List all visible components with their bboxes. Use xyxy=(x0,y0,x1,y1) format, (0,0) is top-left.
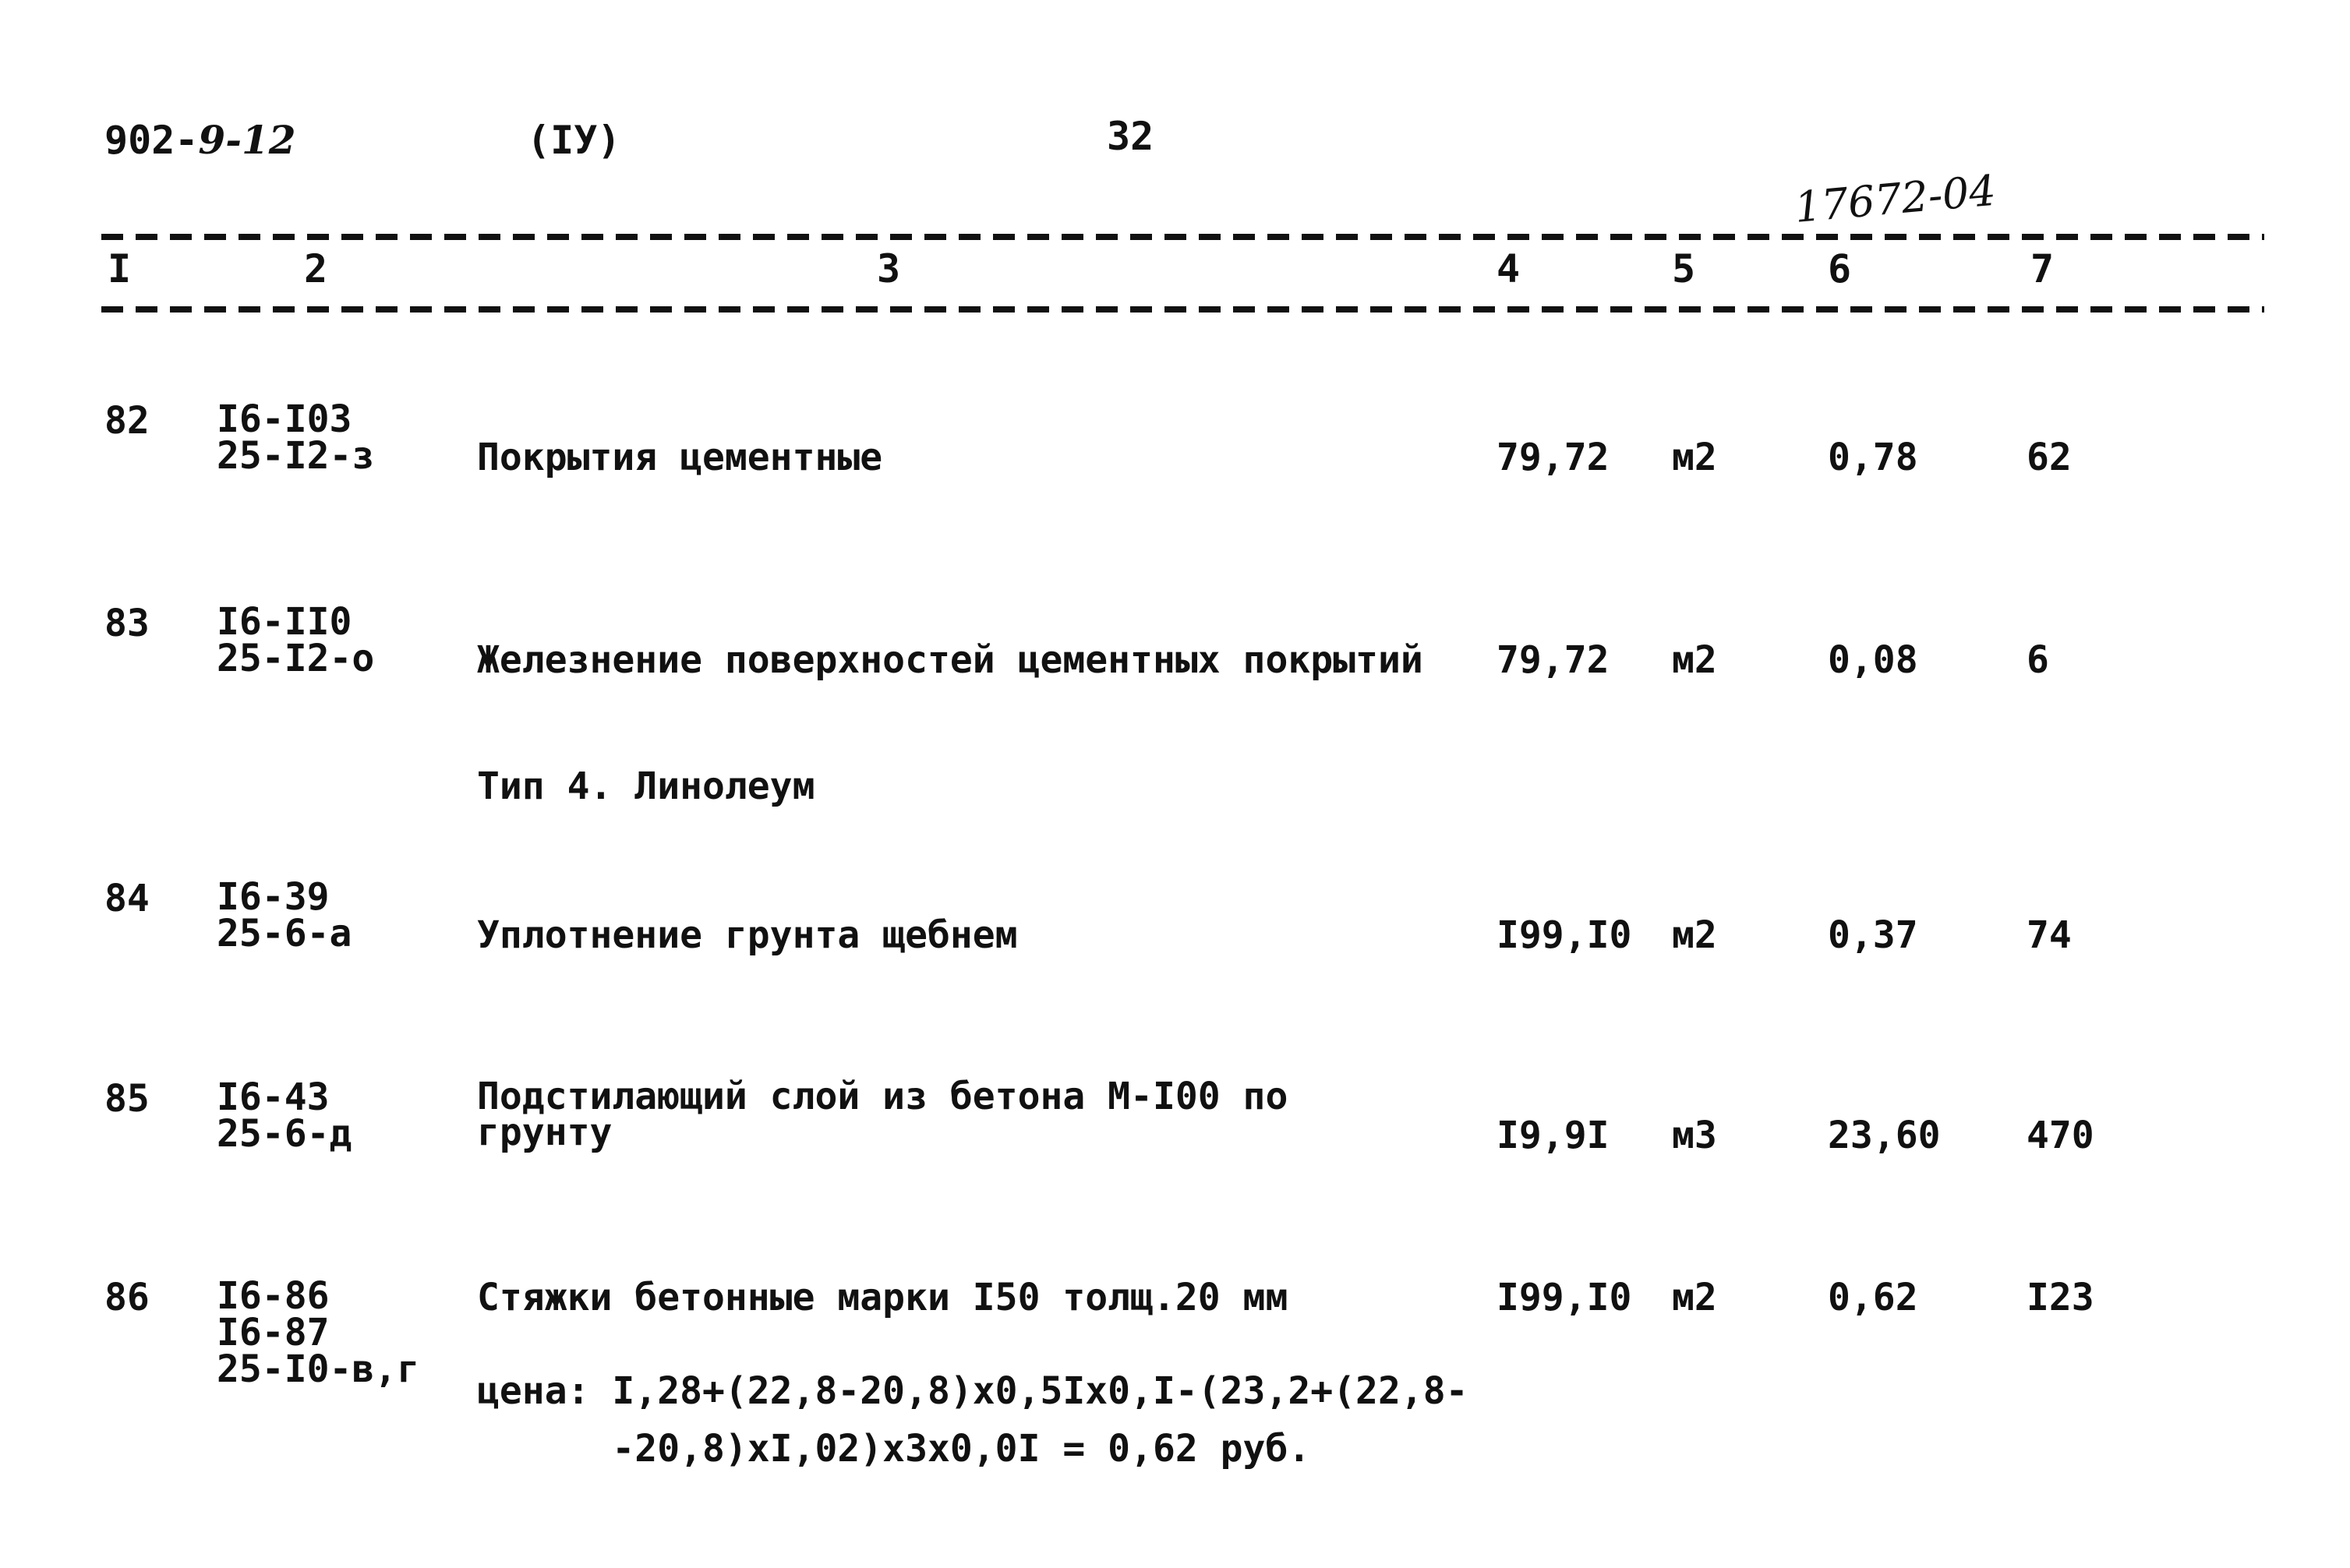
row-unit: м2 xyxy=(1672,913,1717,957)
row-total: 62 xyxy=(2027,436,2072,479)
row-price: 0,37 xyxy=(1828,913,1918,957)
row-total: 6 xyxy=(2027,638,2049,682)
row-unit: м2 xyxy=(1672,638,1717,682)
document-code-prefix: 902- xyxy=(104,118,199,163)
row-quantity: I9,9I xyxy=(1497,1114,1610,1157)
row-number: 86 xyxy=(104,1276,150,1319)
row-unit: м3 xyxy=(1672,1114,1717,1157)
row-code: I6-43 25-6-д xyxy=(217,1075,352,1157)
row-code: I6-39 25-6-а xyxy=(217,875,352,956)
column-header-2: 2 xyxy=(304,246,328,291)
header-rule-bottom xyxy=(101,306,2264,313)
page-number: 32 xyxy=(1107,114,1154,159)
row-price: 23,60 xyxy=(1828,1114,1941,1157)
row-price: 0,62 xyxy=(1828,1276,1918,1319)
column-header-3: 3 xyxy=(877,246,901,291)
row-quantity: I99,I0 xyxy=(1497,1276,1632,1319)
row-number: 84 xyxy=(104,877,150,920)
column-header-5: 5 xyxy=(1672,246,1696,291)
row-unit: м2 xyxy=(1672,1276,1717,1319)
row-description: Покрытия цементные xyxy=(477,436,883,479)
row-total: 470 xyxy=(2027,1114,2094,1157)
column-header-4: 4 xyxy=(1497,246,1521,291)
row-code: I6-86 I6-87 25-I0-в,г xyxy=(217,1274,420,1392)
row-number: 85 xyxy=(104,1077,150,1121)
row-number: 83 xyxy=(104,602,150,645)
inventory-number: 17672-04 xyxy=(1792,165,1998,232)
row-total: I23 xyxy=(2027,1276,2094,1319)
price-formula: цена: I,28+(22,8-20,8)х0,5Iх0,I-(23,2+(22,8- -20,8)хI,02)х3х0,0I = 0,62 руб. xyxy=(477,1369,1468,1471)
document-code xyxy=(104,117,296,163)
column-header-6: 6 xyxy=(1828,246,1852,291)
row-number: 82 xyxy=(104,399,150,443)
row-price: 0,78 xyxy=(1828,436,1918,479)
header-rule-top xyxy=(101,234,2264,240)
row-description: Подстилающий слой из бетона М-I00 по грунту xyxy=(477,1075,1288,1154)
row-unit: м2 xyxy=(1672,436,1717,479)
row-description: Железнение поверхностей цементных покрытий xyxy=(477,638,1423,682)
column-header-1: I xyxy=(108,246,132,291)
row-description: Стяжки бетонные марки I50 толщ.20 мм xyxy=(477,1276,1288,1319)
row-description: Уплотнение грунта щебнем xyxy=(477,913,1018,957)
row-code: I6-I03 25-I2-з xyxy=(217,397,375,479)
document-code-handwritten: 9-12 xyxy=(198,117,296,163)
row-code: I6-II0 25-I2-о xyxy=(217,600,375,681)
row-quantity: 79,72 xyxy=(1497,638,1610,682)
row-total: 74 xyxy=(2027,913,2072,957)
section-title: Тип 4. Линолеум xyxy=(477,765,815,808)
row-quantity: 79,72 xyxy=(1497,436,1610,479)
row-price: 0,08 xyxy=(1828,638,1918,682)
column-header-7: 7 xyxy=(2030,246,2055,291)
document-part: (IУ) xyxy=(527,118,621,163)
row-quantity: I99,I0 xyxy=(1497,913,1632,957)
